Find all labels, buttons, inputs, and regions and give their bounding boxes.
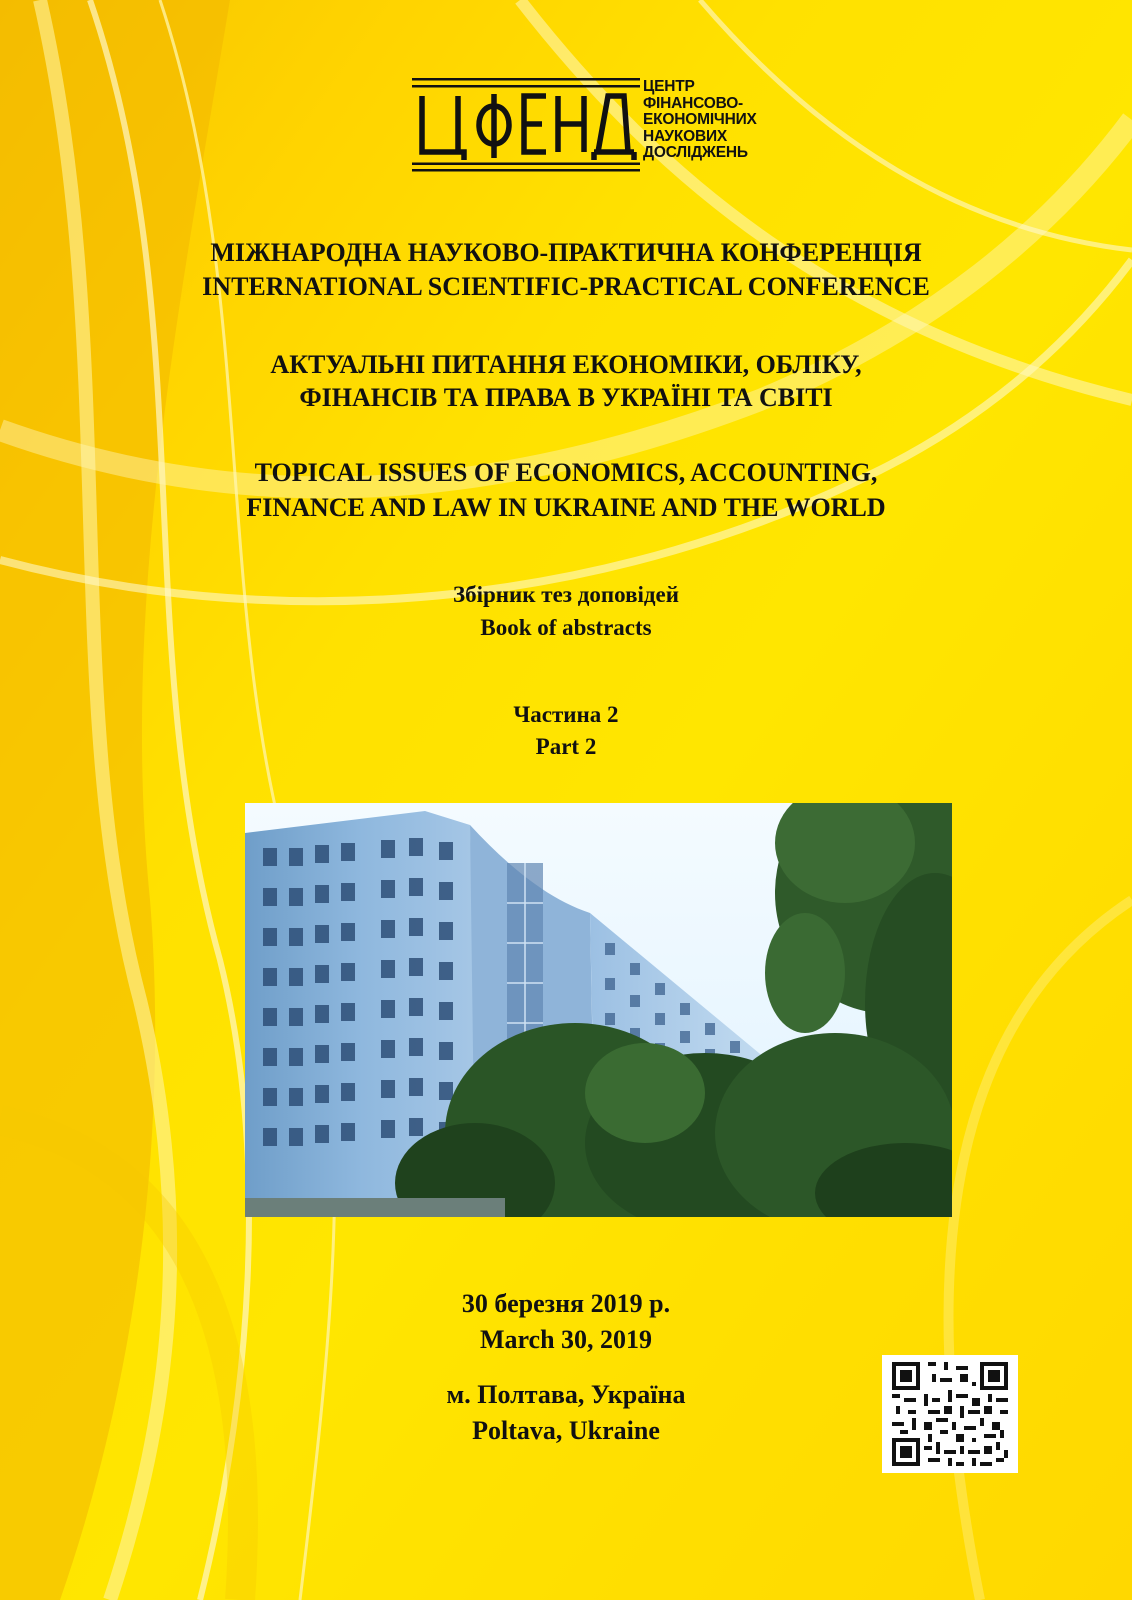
place-en: Poltava, Ukraine bbox=[472, 1416, 660, 1445]
title-ua-line-2: ФІНАНСІВ ТА ПРАВА В УКРАЇНІ ТА СВІТІ bbox=[299, 383, 833, 412]
logo-line-2: ФІНАНСОВО- bbox=[643, 94, 744, 112]
date-en: March 30, 2019 bbox=[479, 1325, 653, 1354]
part-number bbox=[0, 699, 1132, 763]
place-ua: м. Полтава, Україна bbox=[446, 1380, 686, 1409]
logo-wordmark bbox=[643, 79, 757, 162]
abstracts-en: Book of abstracts bbox=[480, 615, 652, 640]
book-of-abstracts bbox=[0, 578, 1132, 644]
title-en-line-2: FINANCE AND LAW IN UKRAINE AND THE WORLD bbox=[246, 493, 886, 522]
abstracts-ua: Збірник тез доповідей bbox=[452, 582, 680, 607]
logo-line-1: ЦЕНТР bbox=[643, 78, 695, 95]
title-en-line-1: TOPICAL ISSUES OF ECONOMICS, ACCOUNTING, bbox=[254, 458, 878, 487]
qr-code bbox=[882, 1355, 1018, 1473]
conference-type-en: INTERNATIONAL SCIENTIFIC-PRACTICAL CONFERENCE bbox=[202, 272, 930, 301]
date-ua: 30 березня 2019 р. bbox=[461, 1289, 671, 1318]
conference-type bbox=[0, 236, 1132, 304]
logo-line-5: ДОСЛІДЖЕНЬ bbox=[643, 144, 748, 161]
conference-date bbox=[0, 1286, 1132, 1358]
part-ua: Частина 2 bbox=[513, 702, 619, 727]
building-photo bbox=[245, 803, 952, 1217]
logo-line-4: НАУКОВИХ bbox=[643, 127, 728, 145]
title-ua-line-1: АКТУАЛЬНІ ПИТАННЯ ЕКОНОМІКИ, ОБЛІКУ, bbox=[270, 350, 862, 379]
conference-type-ua: МІЖНАРОДНА НАУКОВО-ПРАКТИЧНА КОНФЕРЕНЦІЯ bbox=[210, 238, 922, 267]
logo-line-3: ЕКОНОМІЧНИХ bbox=[643, 111, 757, 128]
title-english bbox=[0, 455, 1132, 525]
title-ukrainian bbox=[0, 348, 1132, 414]
part-en: Part 2 bbox=[535, 734, 597, 759]
